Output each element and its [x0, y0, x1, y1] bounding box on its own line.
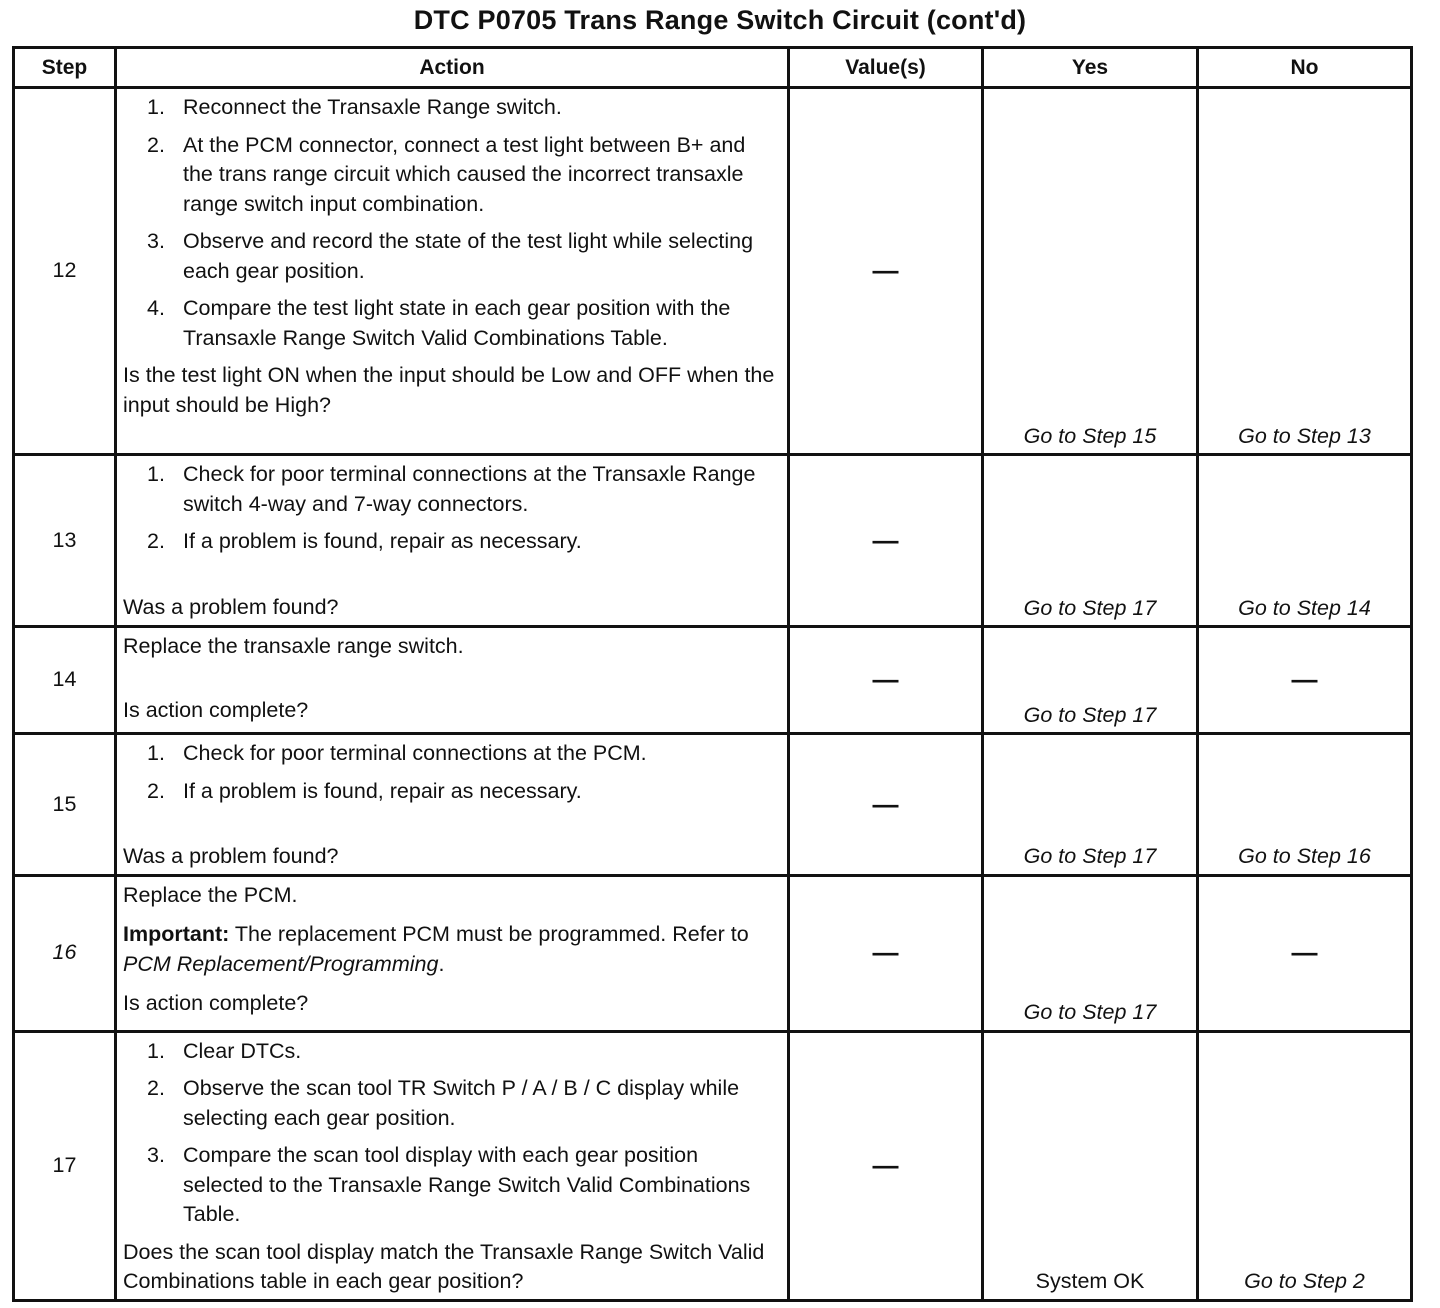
no-result: Go to Step 14: [1198, 455, 1412, 627]
question-text: Was a problem found?: [123, 594, 339, 619]
diagnostic-table: [12, 46, 1413, 1302]
list-item: 3. Compare the scan tool display with each gear position selected to the Transaxle Range Switch Valid Combinations Table.: [147, 1143, 751, 1226]
question-text: Does the scan tool display match the Transaxle Range Switch Valid Combinations table in each gear position?: [123, 1239, 765, 1293]
yes-result: Go to Step 17: [983, 627, 1198, 734]
action-cell: [116, 455, 789, 627]
list-item: 2. If a problem is found, repair as necessary.: [147, 529, 582, 553]
list-item: 1. Check for poor terminal connections at the Transaxle Range switch 4-way and 7-way connectors.: [147, 462, 756, 516]
list-item: 1. Clear DTCs.: [147, 1038, 302, 1063]
important-label: Important:: [123, 922, 230, 946]
action-cell: [116, 627, 789, 734]
value-cell: —: [789, 734, 983, 876]
question-text: Is the test light ON when the input should be Low and OFF when the input should be High?: [123, 363, 775, 417]
list-item: 2. At the PCM connector, connect a test light between B+ and the trans range circuit which caused the incorrect transaxle range switch input combination.: [147, 132, 746, 216]
action-cell: [116, 1031, 789, 1300]
action-text: Replace the PCM.: [123, 882, 298, 907]
list-item: 3. Observe and record the state of the test light while selecting each gear position.: [147, 229, 754, 283]
action-cell: [116, 875, 789, 1031]
value-cell: —: [789, 1031, 983, 1300]
page-title: DTC P0705 Trans Range Switch Circuit (cont'd): [413, 5, 1027, 35]
table-row-step-15: [14, 734, 1412, 876]
action-list: [123, 739, 781, 806]
step-number: 14: [14, 627, 116, 734]
step-number: 12: [14, 88, 116, 455]
value-cell: —: [789, 88, 983, 455]
question-text: Was a problem found?: [123, 844, 339, 868]
action-list: [123, 93, 781, 353]
header-values: Value(s): [789, 48, 983, 88]
list-item: 2. If a problem is found, repair as necessary.: [147, 778, 582, 803]
yes-result: System OK: [983, 1031, 1198, 1300]
header-yes: Yes: [983, 48, 1198, 88]
header-step: Step: [14, 48, 116, 88]
header-row: [14, 48, 1412, 88]
table-row-step-17: [14, 1031, 1412, 1300]
cross-reference-link[interactable]: PCM Replacement/Programming: [123, 951, 439, 976]
yes-result: Go to Step 17: [983, 455, 1198, 627]
step-number: 16: [14, 875, 116, 1031]
table-row-step-12: [14, 88, 1412, 455]
action-cell: [116, 734, 789, 876]
table-row-step-14: [14, 627, 1412, 734]
list-item: 2. Observe the scan tool TR Switch P / A / B / C display while selecting each gear position.: [147, 1076, 740, 1130]
value-cell: —: [789, 627, 983, 734]
table-row-step-13: [14, 455, 1412, 627]
table-row-step-16: [14, 875, 1412, 1031]
no-result: —: [1198, 627, 1412, 734]
list-item: 1. Check for poor terminal connections at the PCM.: [147, 741, 647, 765]
value-cell: —: [789, 875, 983, 1031]
no-result: Go to Step 16: [1198, 734, 1412, 876]
action-text: Replace the transaxle range switch.: [123, 634, 464, 658]
yes-result: Go to Step 15: [983, 88, 1198, 455]
yes-result: Go to Step 17: [983, 875, 1198, 1031]
question-text: Is action complete?: [123, 991, 309, 1015]
no-result: —: [1198, 875, 1412, 1031]
step-number: 17: [14, 1031, 116, 1300]
step-number: 15: [14, 734, 116, 876]
question-text: Is action complete?: [123, 697, 309, 722]
action-list: [123, 1037, 781, 1230]
header-no: No: [1198, 48, 1412, 88]
step-number: 13: [14, 455, 116, 627]
important-note: Important: The replacement PCM must be programmed. Refer to PCM Replacement/Programming.: [123, 922, 749, 976]
header-action: Action: [116, 48, 789, 88]
list-item: 1. Reconnect the Transaxle Range switch.: [147, 95, 562, 119]
no-result: Go to Step 13: [1198, 88, 1412, 455]
no-result: Go to Step 2: [1198, 1031, 1412, 1300]
action-cell: [116, 88, 789, 455]
value-cell: —: [789, 455, 983, 627]
yes-result: Go to Step 17: [983, 734, 1198, 876]
list-item: 4. Compare the test light state in each gear position with the Transaxle Range Switch Valid Combinations Table.: [147, 296, 731, 350]
action-list: [123, 460, 781, 557]
